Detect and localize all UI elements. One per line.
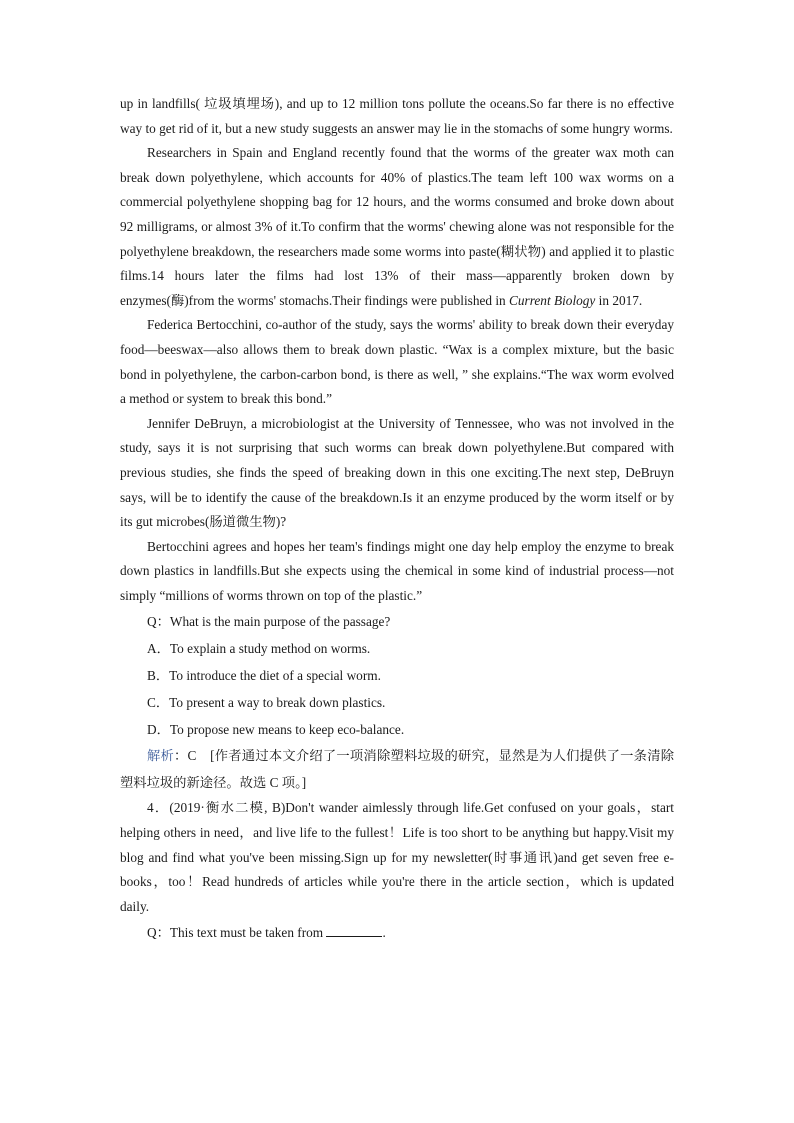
- question-text-source-prefix: Q：This text must be taken from: [147, 925, 327, 941]
- paragraph-researchers: [120, 141, 674, 313]
- paragraph-agrees: Bertocchini agrees and hopes her team's findings might one day help employ the enzyme to break down plastics in landfills.But she expects using the chemical in some kind of industrial process—not simply “millions of worms thrown on top of the plastic.”: [120, 538, 674, 603]
- paragraph-debruyn: Jennifer DeBruyn, a microbiologist at the University of Tennessee, who was not involved in the study, says it is not surprising that such worms can break down polyethylene.But compared with previous studies, she finds the speed of breaking down in this one exciting.The next step, DeBruyn says, will be to identify the cause of the breakdown.Is it an enzyme produced by the worm itself or by its gut microbes(肠道微生物)?: [120, 415, 674, 530]
- option-b: B．To introduce the diet of a special worm.: [147, 668, 381, 684]
- answer-explanation: [120, 743, 674, 796]
- document-page: [120, 92, 674, 946]
- answer-label: 解析: [147, 748, 175, 764]
- question-text-source: [120, 919, 674, 946]
- paragraph-researchers-text: Researchers in Spain and England recently found that the worms of the greater wax moth can break down polyethylene, which accounts for 40% of plastics.The team left 100 wax worms on a commercial polyethylene shopping bag for 12 hours, and the worms consumed and broke down about 92 milligrams, or almost 3% of it.To confirm that the worms' chewing alone was not responsible for the polyethylene breakdown, the researchers made some worms into paste(糊状物) and applied it to plastic films.14 hours later the films had lost 13% of their mass—apparently broken down by enzymes(酶)from the worms' stomachs.Their findings were published in: [120, 145, 674, 308]
- paragraph-landfills: up in landfills( 垃圾填埋场), and up to 12 million tons pollute the oceans.So far there is no effective way to get rid of it, but a new study suggests an answer may lie in the stomachs of some hungry worms.: [120, 96, 674, 136]
- paragraph-bertocchini: Federica Bertocchini, co-author of the study, says the worms' ability to break down their everyday food—beeswax—also allows them to break down plastic. “Wax is a complex mixture, but the basic bond in polyethylene, the carbon-carbon bond, is there as well, ” she explains.“The wax worm evolved a method or system to break this bond.”: [120, 317, 674, 407]
- passage-4: 4．(2019·衡水二模, B)Don't wander aimlessly through life.Get confused on your goals，start helping others in need，and live life to the fullest！Life is too short to be anything but happy.Visit my blog and find what you've been missing.Sign up for my newsletter(时事通讯)and get seven free e-books，too！Read hundreds of articles while you're there in the article section，which is updated daily.: [120, 800, 674, 914]
- question-main-purpose: Q：What is the main purpose of the passage?: [147, 614, 391, 630]
- option-c: C．To present a way to break down plastics.: [147, 695, 386, 711]
- journal-name: Current Biology: [509, 292, 596, 308]
- answer-blank: [326, 925, 382, 937]
- option-a: A．To explain a study method on worms.: [147, 641, 371, 657]
- journal-year: in 2017.: [595, 292, 643, 308]
- question-text-source-suffix: .: [382, 925, 386, 941]
- option-d: D．To propose new means to keep eco-balance.: [147, 722, 405, 738]
- answer-text: ：C [作者通过本文介绍了一项消除塑料垃圾的研究，显然是为人们提供了一条清除塑料垃圾的新途径。故选 C 项。]: [120, 748, 675, 790]
